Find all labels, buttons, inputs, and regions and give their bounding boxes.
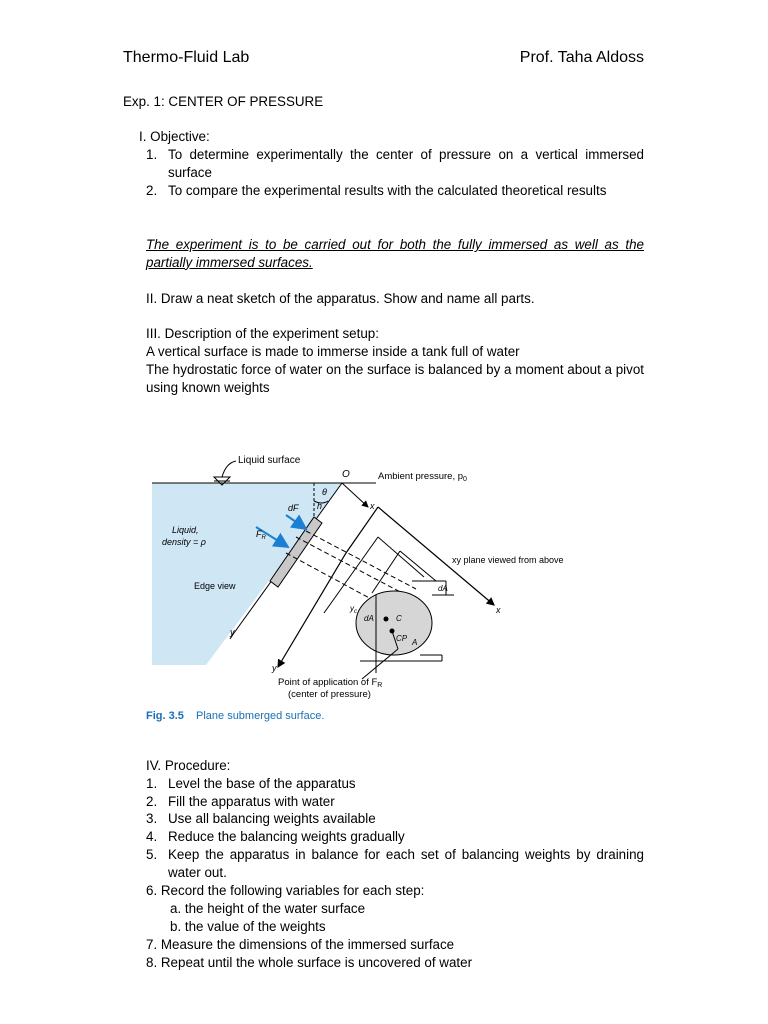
procedure-item-5-text: Keep the apparatus in balance for each set of balancing weights by draining water out.: [168, 847, 644, 880]
label-h: h: [317, 501, 323, 511]
plane-submerged-surface-figure: [146, 445, 616, 730]
procedure-item-1: [146, 775, 644, 793]
sketch-heading: II. Draw a neat sketch of the apparatus. Show and name all parts.: [146, 291, 535, 306]
procedure-step-6: 6. Record the following variables for each step:: [146, 883, 425, 898]
procedure-item-1-text: Level the base of the apparatus: [168, 776, 356, 791]
label-O: O: [342, 469, 350, 480]
label-C: C: [396, 614, 402, 623]
label-liquid: Liquid,: [172, 525, 199, 535]
figure-caption-text: Plane submerged surface.: [196, 710, 325, 722]
label-x-plane: x: [496, 605, 501, 615]
objective-item-2: [146, 182, 644, 218]
exp-title: Exp. 1: CENTER OF PRESSURE: [123, 94, 324, 109]
header-left: Thermo-Fluid Lab: [123, 49, 250, 66]
label-FR: $F_R$: [256, 529, 266, 541]
label-CP: CP: [396, 634, 408, 643]
label-dA: dA: [364, 614, 374, 623]
procedure-item-3-num: 3.: [146, 811, 158, 826]
figure-caption-number: Fig. 3.5: [146, 710, 184, 722]
procedure-item-3-text: Use all balancing weights available: [168, 811, 376, 826]
description-heading: III. Description of the experiment setup:: [146, 326, 379, 341]
label-theta: θ: [322, 487, 327, 497]
objective-item-1-text: To determine experimentally the center of pressure on a vertical immersed surface: [168, 147, 644, 180]
label-ambient: Ambient pressure, $p_0$: [378, 471, 467, 483]
objective-item-1-num: 1.: [146, 147, 158, 162]
description-line-1: A vertical surface is made to immerse inside a tank full of water: [146, 344, 520, 359]
objective-item-2-num: 2.: [146, 183, 158, 198]
label-edge-view: Edge view: [194, 581, 236, 591]
procedure-item-5: [146, 846, 644, 882]
header-right: Prof. Taha Aldoss: [519, 49, 644, 66]
procedure-step-7: 7. Measure the dimensions of the immersed surface: [146, 937, 455, 952]
procedure-item-2-text: Fill the apparatus with water: [168, 794, 335, 809]
label-y-edge: y: [230, 627, 235, 637]
label-plane-above: xy plane viewed from above: [452, 555, 564, 565]
label-yc: $y_c$: [350, 604, 357, 615]
objective-item-1: [146, 146, 644, 182]
label-A: A: [412, 638, 418, 647]
label-density: density = ρ: [162, 537, 206, 547]
objective-item-2-text: To compare the experimental results with the calculated theoretical results: [168, 183, 607, 198]
label-poa-1: Point of application of $F_R$: [278, 677, 383, 689]
procedure-step-6a: a. the height of the water surface: [170, 901, 366, 916]
procedure-step-6b: b. the value of the weights: [170, 919, 326, 934]
procedure-item-4-num: 4.: [146, 829, 158, 844]
label-x-edge: x: [370, 501, 375, 511]
description-line-2: The hydrostatic force of water on the surface is balanced by a moment about a pivot using known weights: [146, 362, 644, 395]
procedure-item-2-num: 2.: [146, 794, 158, 809]
procedure-item-2: [146, 793, 644, 811]
procedure-step-8: 8. Repeat until the whole surface is uncovered of water: [146, 955, 473, 970]
procedure-item-1-num: 1.: [146, 776, 158, 791]
procedure-item-4: [146, 828, 644, 846]
label-y-plane: y: [272, 663, 277, 673]
area-A: [356, 591, 432, 655]
procedure-item-4-text: Reduce the balancing weights gradually: [168, 829, 405, 844]
procedure-heading: IV. Procedure:: [146, 758, 231, 773]
objective-heading: I. Objective:: [139, 129, 210, 144]
label-poa-2: (center of pressure): [288, 689, 371, 700]
label-dA-dim: dA: [438, 584, 448, 593]
label-dF: dF: [288, 503, 299, 513]
objective-note: The experiment is to be carried out for both the fully immersed as well as the partially immersed surfaces.: [146, 237, 644, 270]
procedure-item-3: [146, 810, 644, 828]
procedure-item-5-num: 5.: [146, 847, 158, 862]
label-liquid-surface: Liquid surface: [238, 455, 301, 466]
